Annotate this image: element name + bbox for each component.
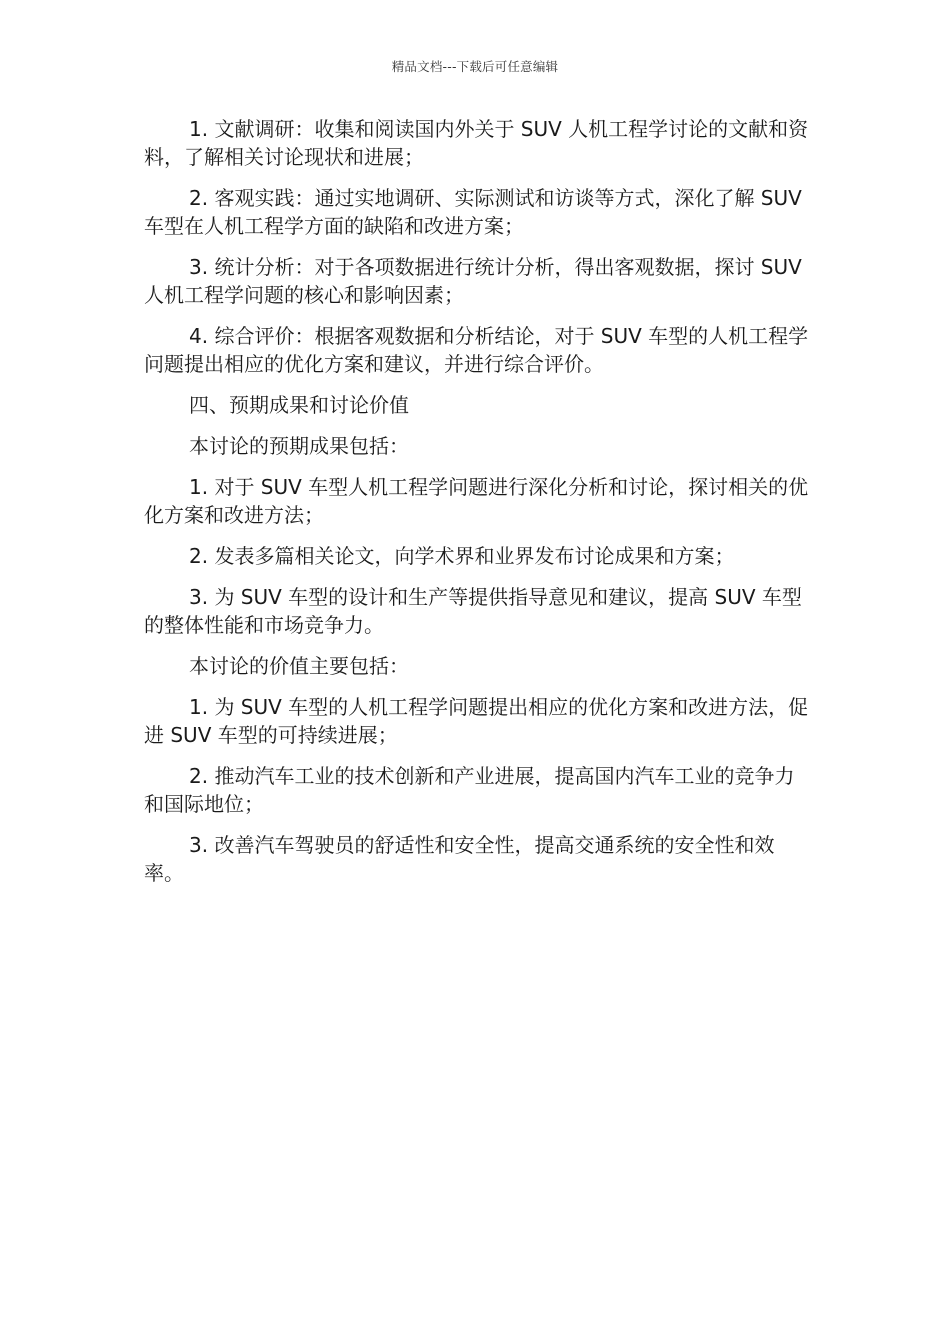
value-item-3: 3. 改善汽车驾驶员的舒适性和安全性，提高交通系统的安全性和效率。 [144,833,775,885]
outcomes-intro: 本讨论的预期成果包括： [189,434,409,458]
value-intro: 本讨论的价值主要包括： [189,654,409,678]
outcome-item-2: 2. 发表多篇相关论文，向学术界和业界发布讨论成果和方案； [189,544,735,568]
page-header: 精品文档---下载后可任意编辑 [391,59,559,74]
value-item-2: 2. 推动汽车工业的技术创新和产业进展，提高国内汽车工业的竞争力和国际地位； [144,764,795,816]
method-item-3: 3. 统计分析：对于各项数据进行统计分析，得出客观数据，探讨 SUV 人机工程学问题的核心和影响因素； [144,255,802,307]
method-item-4: 4. 综合评价：根据客观数据和分析结论，对于 SUV 车型的人机工程学问题提出相应的优化方案和建议，并进行综合评价。 [144,324,809,376]
outcome-item-1: 1. 对于 SUV 车型人机工程学问题进行深化分析和讨论，探讨相关的优化方案和改进方法； [144,475,809,527]
method-item-2: 2. 客观实践：通过实地调研、实际测试和访谈等方式，深化了解 SUV 车型在人机工程学方面的缺陷和改进方案； [144,186,802,238]
section-heading: 四、预期成果和讨论价值 [189,393,409,417]
outcome-item-3: 3. 为 SUV 车型的设计和生产等提供指导意见和建议，提高 SUV 车型的整体性能和市场竞争力。 [144,585,802,637]
method-item-1: 1. 文献调研：收集和阅读国内外关于 SUV 人机工程学讨论的文献和资料，了解相关讨论现状和进展； [144,117,809,169]
value-item-1: 1. 为 SUV 车型的人机工程学问题提出相应的优化方案和改进方法，促进 SUV 车型的可持续进展； [144,695,809,747]
document-body [144,115,810,900]
